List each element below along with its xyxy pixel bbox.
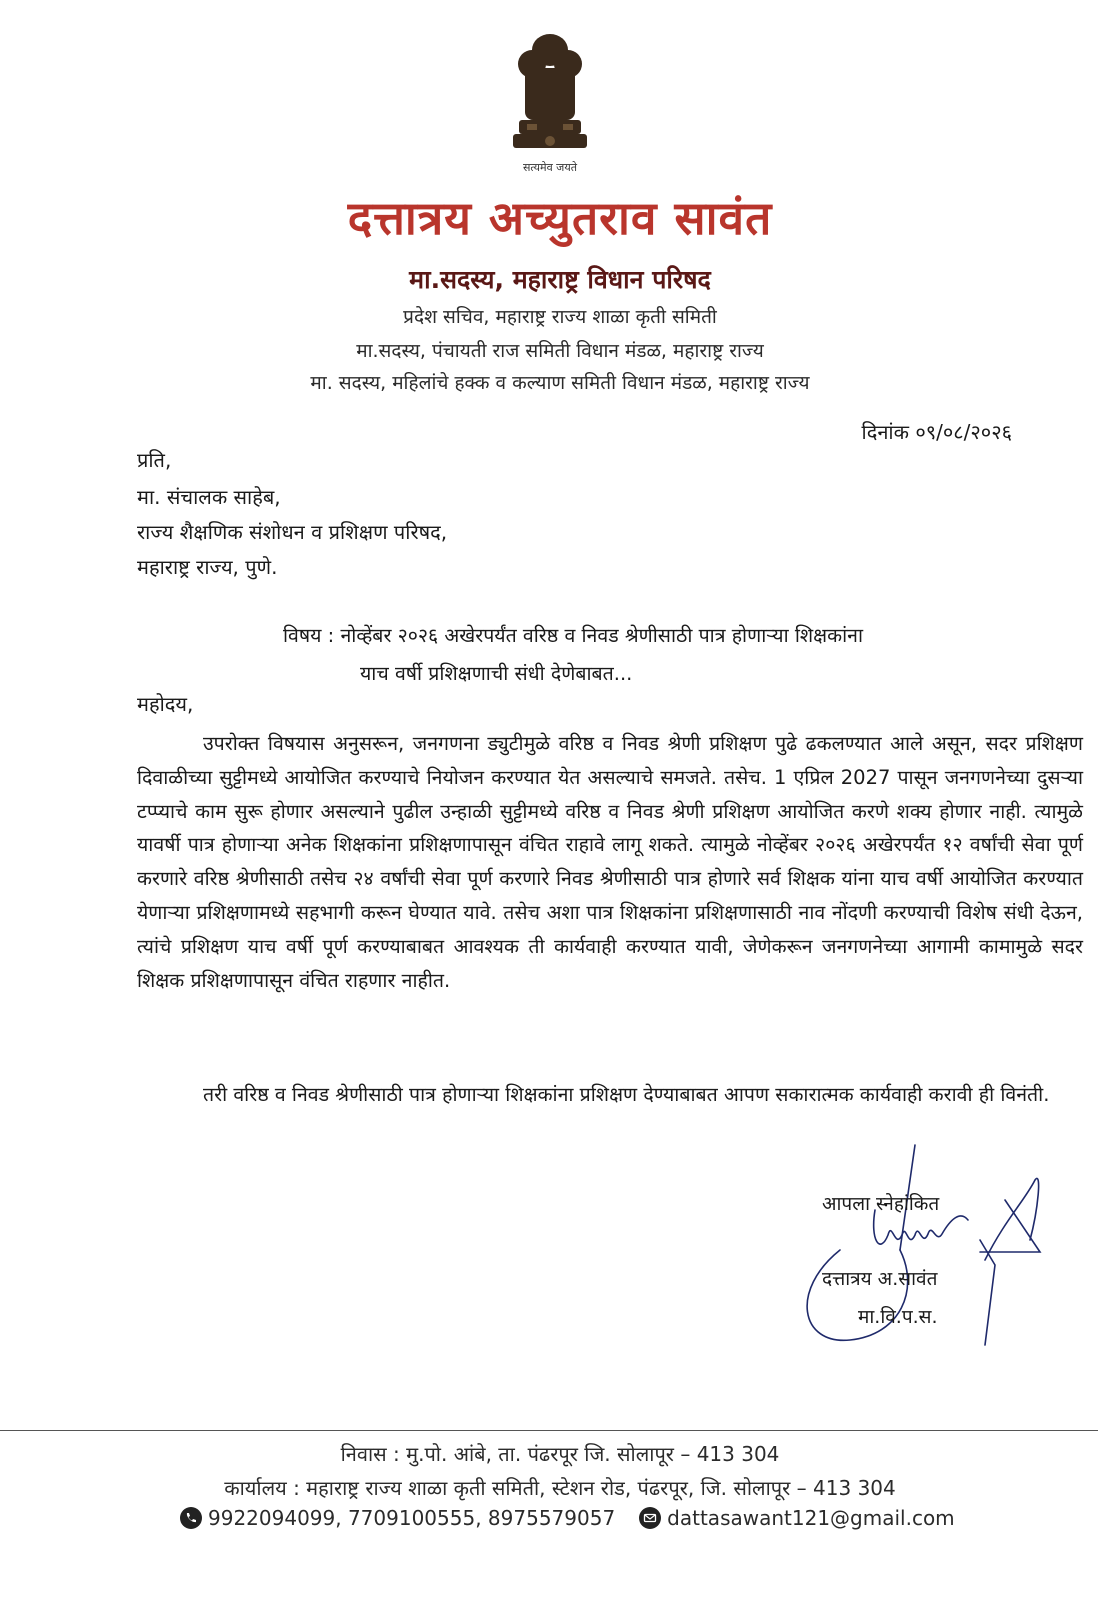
sender-designation: मा.सदस्य, महाराष्ट्र विधान परिषद — [409, 265, 711, 294]
sender-post-line: प्रदेश सचिव, महाराष्ट्र राज्य शाळा कृती समिती — [403, 306, 717, 328]
whatsapp-phone-icon — [180, 1507, 202, 1529]
email-address: dattasawant121@gmail.com — [667, 1506, 955, 1530]
recipient-address-line: मा. संचालक साहेब, — [137, 485, 281, 509]
body-paragraph: तरी वरिष्ठ व निवड श्रेणीसाठी पात्र होणाऱ्या शिक्षकांना प्रशिक्षण देण्याबाबत आपण सकारात्मक कार्यवाही करावी ही विनंती. — [203, 1083, 1050, 1106]
recipient-address-line: प्रति, — [137, 448, 172, 472]
letter-date: दिनांक ०९/०८/२०२६ — [861, 420, 1012, 444]
footer-residence: निवास : मु.पो. आंबे, ता. पंढरपूर जि. सोलापूर – 413 304 — [340, 1442, 780, 1466]
letter-subject: विषय : नोव्हेंबर २०२६ अखेरपर्यंत वरिष्ठ व निवड श्रेणीसाठी पात्र होणाऱ्या शिक्षकांना — [283, 624, 864, 647]
salutation: महोदय, — [137, 692, 194, 716]
recipient-address-line: राज्य शैक्षणिक संशोधन व प्रशिक्षण परिषद, — [137, 520, 448, 544]
phone-numbers: 9922094099, 7709100555, 8975579057 — [208, 1506, 616, 1530]
emblem-motto: सत्यमेव जयते — [522, 161, 577, 174]
state-emblem-icon — [505, 28, 595, 158]
recipient-address-line: महाराष्ट्र राज्य, पुणे. — [137, 555, 278, 579]
closing-phrase: आपला स्नेहांकित — [822, 1193, 940, 1215]
signer-post: मा.वि.प.स. — [858, 1306, 938, 1328]
sender-name-heading: दत्तात्रय अच्युतराव सावंत — [347, 191, 773, 245]
footer-contact — [180, 1506, 955, 1530]
sender-post-line: मा. सदस्य, महिलांचे हक्क व कल्याण समिती विधान मंडळ, महाराष्ट्र राज्य — [310, 372, 810, 394]
footer-office: कार्यालय : महाराष्ट्र राज्य शाळा कृती समिती, स्टेशन रोड, पंढरपूर, जि. सोलापूर – 413 304 — [224, 1476, 896, 1500]
email-icon — [639, 1507, 661, 1529]
signer-name: दत्तात्रय अ.सावंत — [822, 1268, 938, 1290]
letter-subject-continued: याच वर्षी प्रशिक्षणाची संधी देणेबाबत... — [360, 662, 633, 685]
body-paragraph: उपरोक्त विषयास अनुसरून, जनगणना ड्युटीमुळे वरिष्ठ व निवड श्रेणी प्रशिक्षण पुढे ढकलण्यात आले असून, सदर प्रशिक्षण दिवाळीच्या सुट्टीमध्ये आयोजित करण्याचे नियोजन करण्यात येत असल्याचे समजते. तसेच. 1 एप्रिल 2027 पासून जनगणनेच्या दुसऱ्या टप्प्याचे काम सुरू होणार असल्याने पुढील उन्हाळी सुट्टीमध्ये वरिष्ठ व निवड श्रेणी प्रशिक्षण आयोजित करणे शक्य होणार नाही. त्यामुळे यावर्षी पात्र होणाऱ्या अनेक शिक्षकांना प्रशिक्षणापासून वंचित राहावे लागू शकते. त्यामुळे नोव्हेंबर २०२६ अखेरपर्यंत १२ वर्षांची सेवा पूर्ण करणारे वरिष्ठ श्रेणीसाठी तसेच २४ वर्षांची सेवा पूर्ण करणारे निवड श्रेणीसाठी पात्र होणारे सर्व शिक्षक यांना याच वर्षी आयोजित करण्यात येणाऱ्या प्रशिक्षणामध्ये सहभागी करून घेण्यात यावे. तसेच अशा पात्र शिक्षकांना प्रशिक्षणासाठी नाव नोंदणी करण्याची विशेष संधी देऊन, त्यांचे प्रशिक्षण याच वर्षी पूर्ण करण्याबाबत आवश्यक ती कार्यवाही करण्यात यावी, जेणेकरून जनगणनेच्या आगामी कामामुळे सदर शिक्षक प्रशिक्षणापासून वंचित राहणार नाहीत. — [137, 732, 1083, 992]
sender-post-line: मा.सदस्य, पंचायती राज समिती विधान मंडळ, महाराष्ट्र राज्य — [356, 340, 764, 362]
footer-divider — [0, 1430, 1098, 1431]
